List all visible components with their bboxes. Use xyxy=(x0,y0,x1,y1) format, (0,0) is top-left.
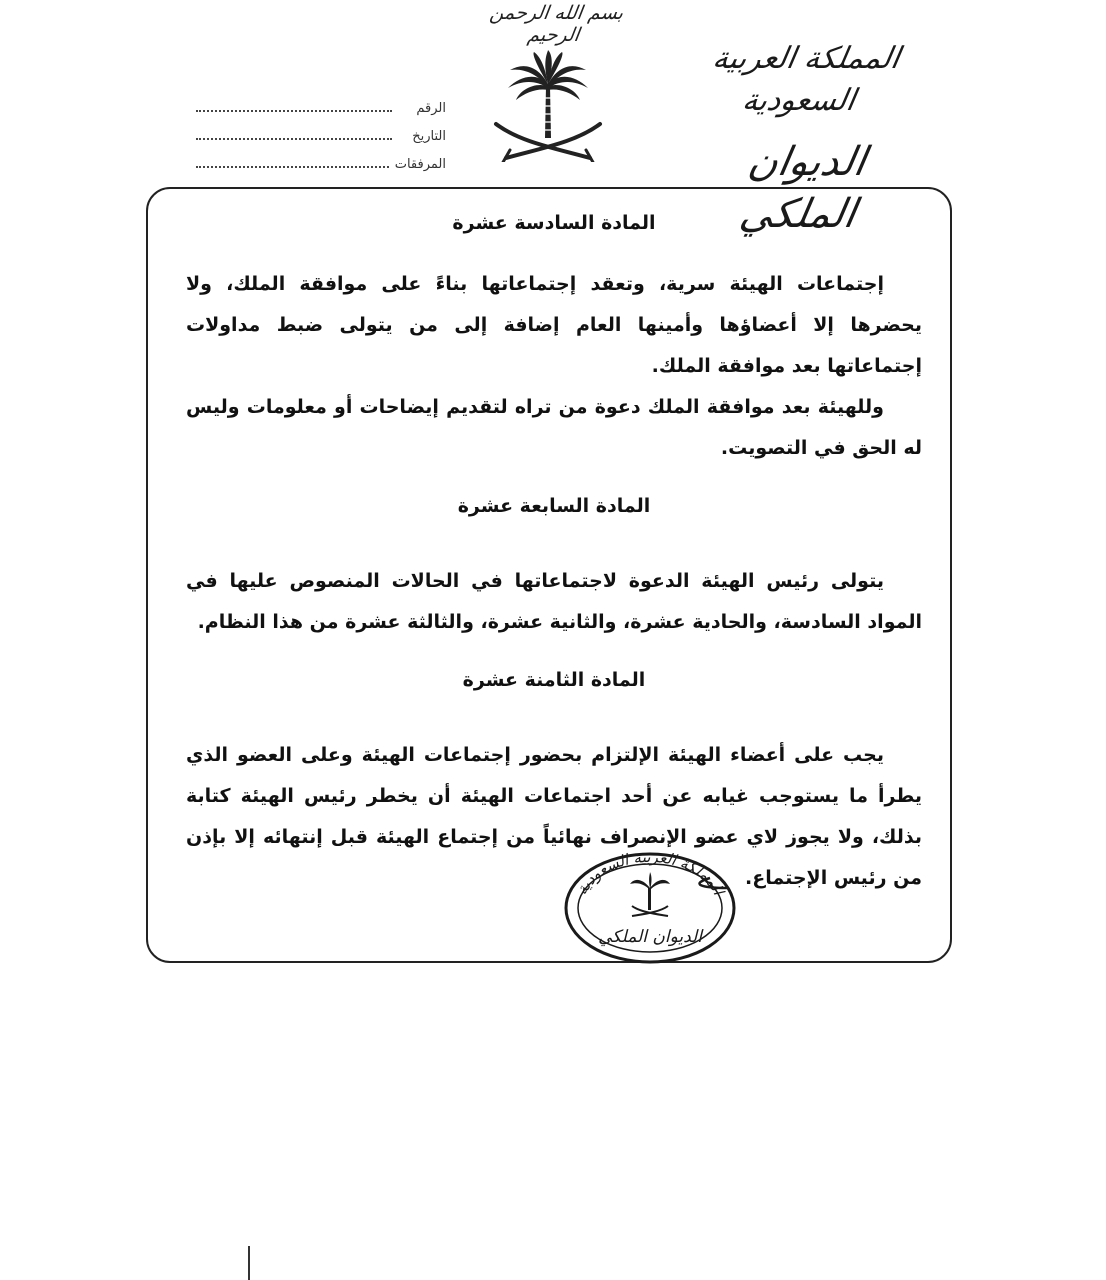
royal-court-seal xyxy=(560,848,738,966)
article-16-title: المادة السادسة عشرة xyxy=(452,212,656,234)
margin-mark xyxy=(248,1246,250,1280)
article-18-title: المادة الثامنة عشرة xyxy=(462,669,646,691)
royal-court-name: الديوان الملكي xyxy=(736,139,870,237)
reference-number-row xyxy=(196,88,446,116)
article-17-paragraph-1: يتولى رئيس الهيئة الدعوة لاجتماعاتها في الحالات المنصوص عليها في المواد السادسة، والحادية عشرة، والثانية عشرة، والثالثة عشرة من هذا النظام. xyxy=(186,570,922,633)
article-16-paragraph-1: إجتماعات الهيئة سرية، وتعقد إجتماعاتها بناءً على موافقة الملك، ولا يحضرها إلا أعضاؤها وأمينها العام إضافة إلى من يتولى ضبط مداولات إجتماعاتها بعد موافقة الملك. xyxy=(186,273,922,377)
attachments-blank xyxy=(196,165,389,168)
reference-number-label: الرقم xyxy=(416,101,446,116)
article-16-paragraph-2: وللهيئة بعد موافقة الملك دعوة من تراه لتقديم إيضاحات أو معلومات وليس له الحق في التصويت. xyxy=(186,396,922,459)
date-row xyxy=(196,116,446,144)
kingdom-name: المملكة العربية السعودية xyxy=(710,41,903,118)
attachments-label: المرفقات xyxy=(394,157,446,172)
basmala-heading: بسم الله الرحمن الرحيم xyxy=(488,2,625,46)
date-blank xyxy=(196,137,392,140)
seal-outer-text: المملكة العربية السعودية xyxy=(572,848,728,898)
seal-inner-text: الديوان الملكي xyxy=(598,927,702,947)
reference-fields xyxy=(196,88,446,172)
saudi-emblem-palm-swords-icon xyxy=(490,46,606,162)
date-label: التاريخ xyxy=(412,129,446,144)
reference-number-blank xyxy=(196,109,392,112)
article-18-paragraph-1: يجب على أعضاء الهيئة الإلتزام بحضور إجتماعات الهيئة وعلى العضو الذي يطرأ ما يستوجب غيابه عن أحد اجتماعات الهيئة أن يخطر رئيس الهيئة كتابة بذلك، ولا يجوز لاي عضو الإنصراف نهائياً من إجتماع الهيئة قبل إنتهائه إلا بإذن من رئيس الإجتماع. xyxy=(186,744,922,889)
attachments-row xyxy=(196,144,446,172)
document-body xyxy=(186,200,922,899)
article-17-title: المادة السابعة عشرة xyxy=(457,495,651,517)
